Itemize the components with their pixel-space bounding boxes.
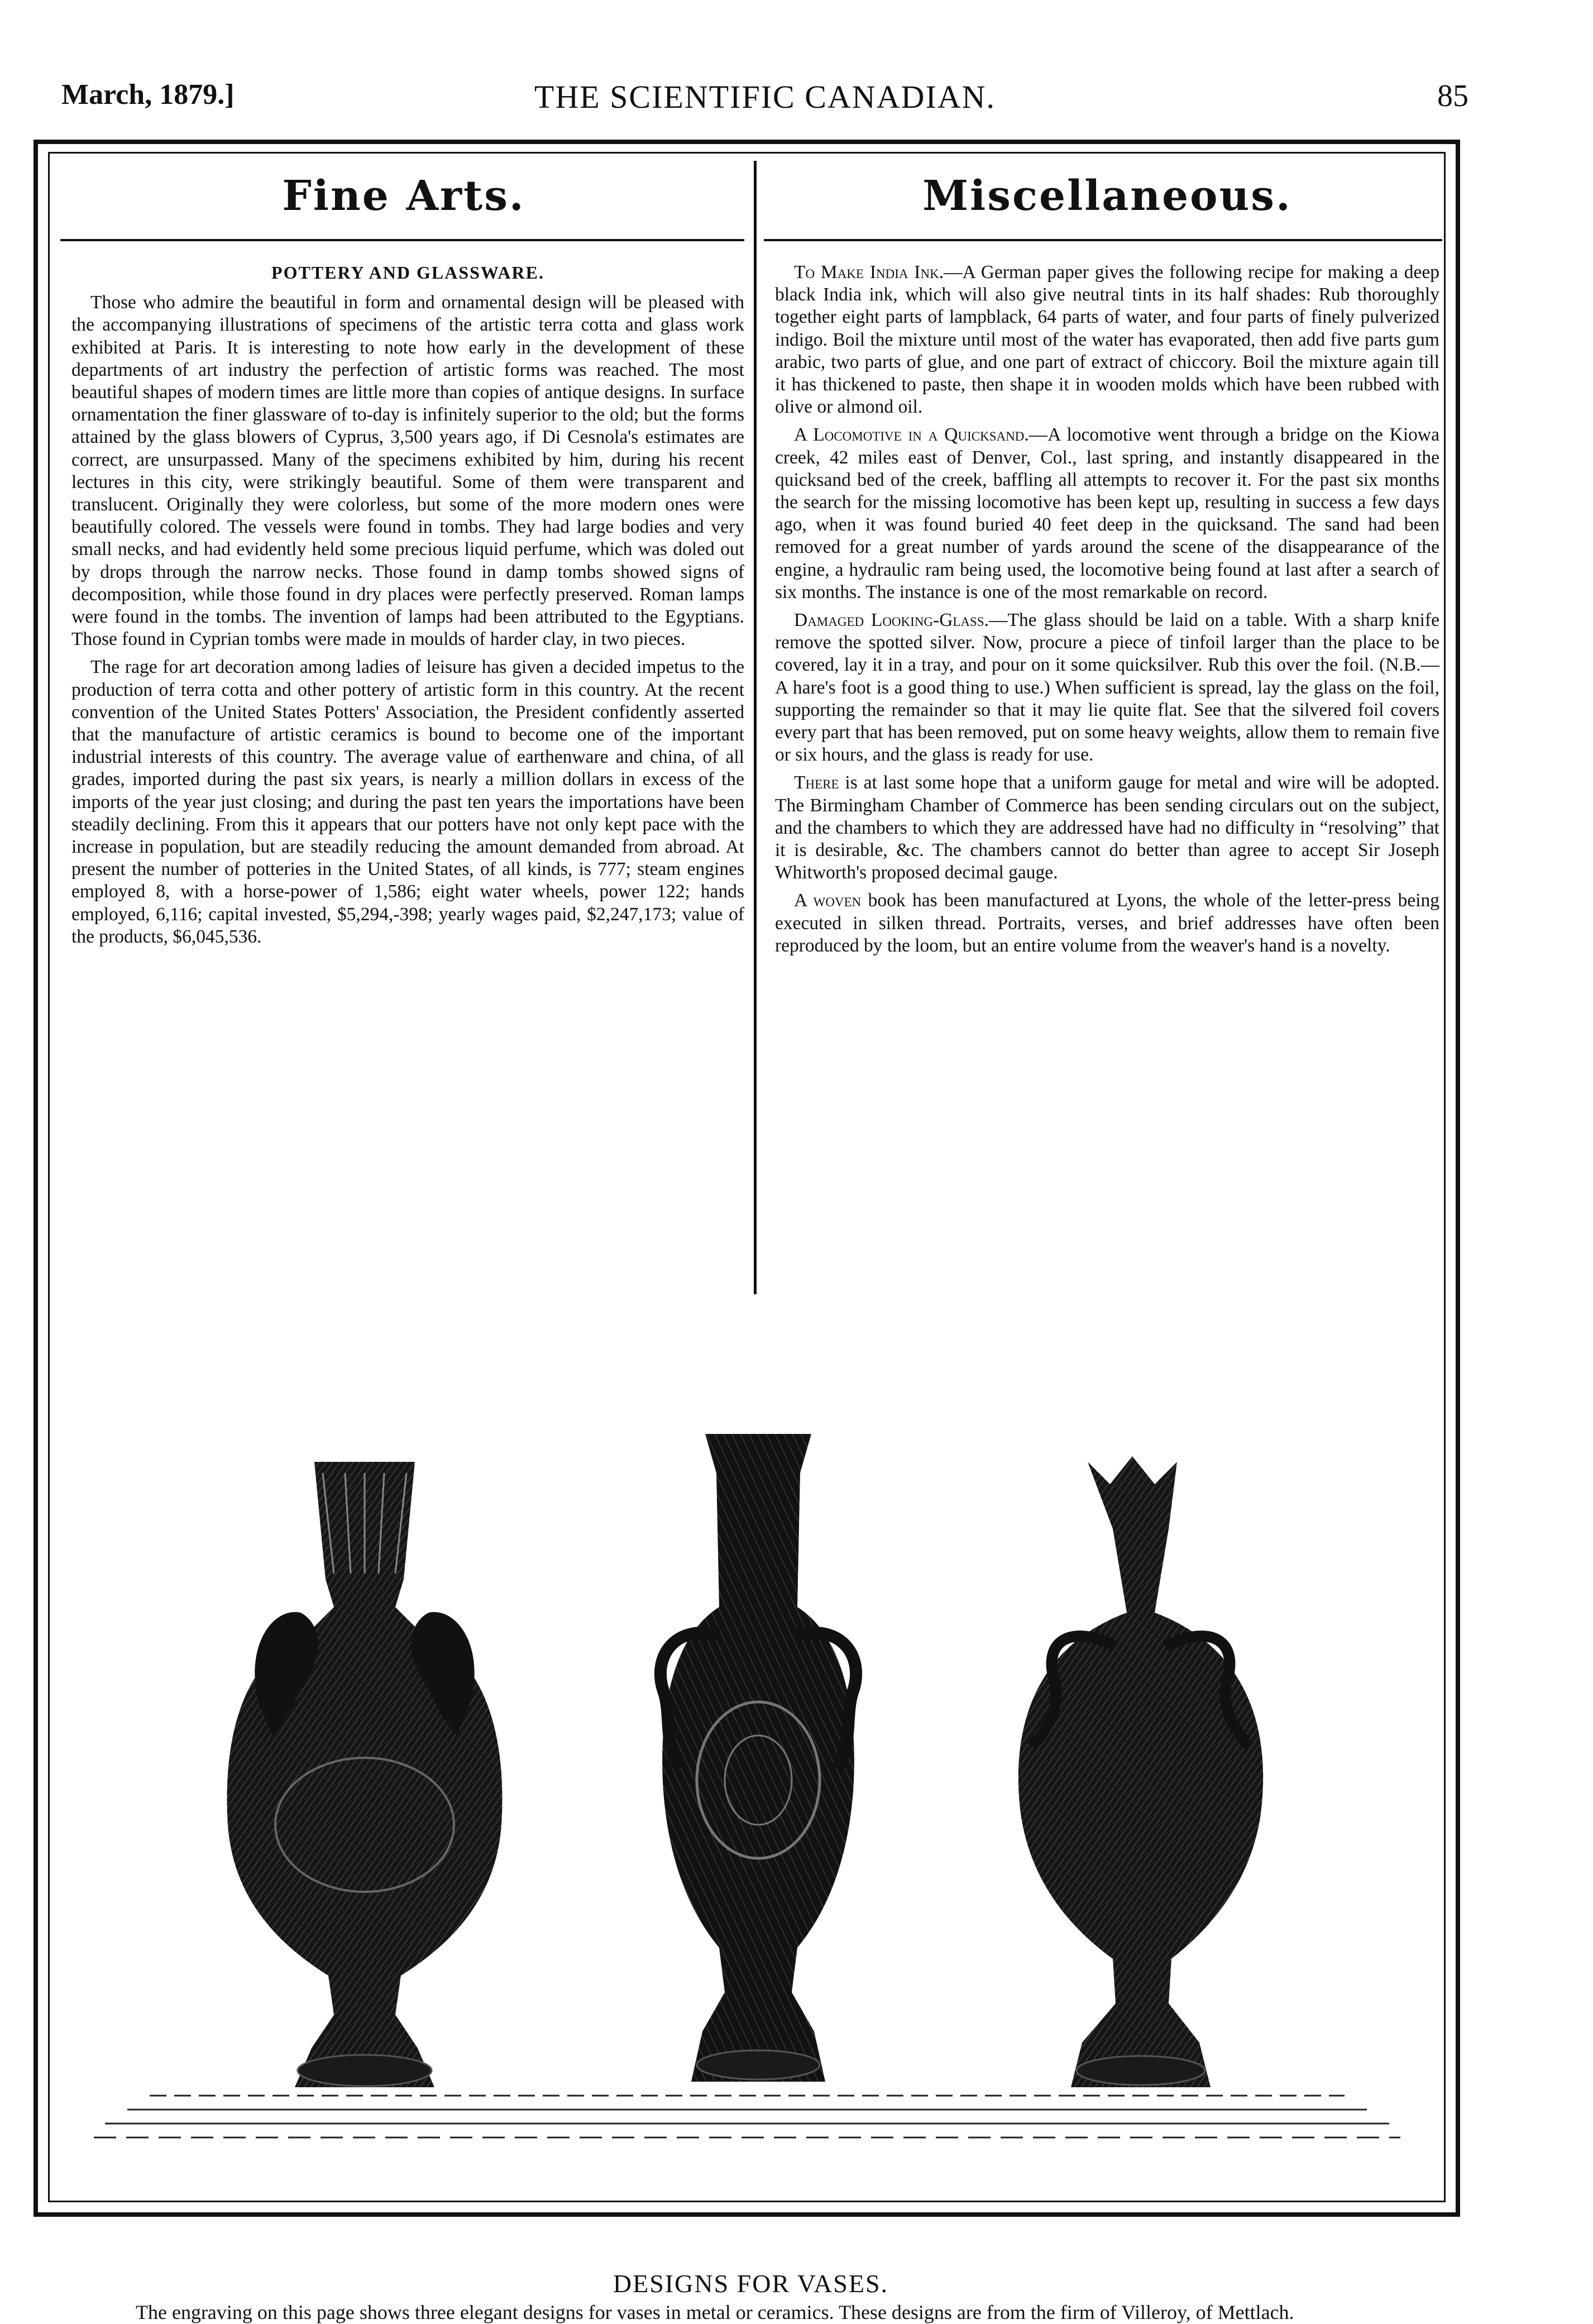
misc-item <box>775 890 1439 957</box>
figure-caption-title: DESIGNS FOR VASES. <box>613 2269 889 2298</box>
misc-item-lead: A woven <box>794 890 862 911</box>
misc-item <box>775 261 1439 418</box>
misc-item-lead: There <box>794 772 839 793</box>
misc-item-text: is at last some hope that a uniform gauge for metal and wire will be adopted. The Birmingham Chamber of Commerce has been sending circulars out on the subject, and the chambers to which they are addressed have had no difficulty in “resolving” that it is desirable, &c. The chambers cannot do better than agree to accept Sir Joseph Whitworth's proposed decimal gauge. <box>775 772 1439 883</box>
miscellaneous-column <box>775 261 1439 963</box>
column-divider <box>754 161 757 1294</box>
page-frame <box>34 140 1460 2323</box>
heading-rule-right <box>764 239 1442 241</box>
vase-left <box>227 1462 503 2087</box>
article-paragraph-2: The rage for art decoration among ladies of leisure has given a decided impetus to the production of terra cotta and other pottery of artistic form in this country. At the recent convention of the United States Potters' Association, the President confidently asserted that the manufacture of artistic ceramics is bound to become one of the important industrial interests of this country. The average value of earthenware and china, of all grades, imported during the past six years, is nearly a million dollars in excess of the imports of the year just closing; and during the past ten years the importations have been steadily declining. From this it appears that our potters have not only kept pace with the increase in population, but are steadily reducing the amount demanded from abroad. At present the number of potteries in the United States, of all kinds, is 777; steam engines employed 8, with a horse-power of 1,586; eight water wheels, power 122; hands employed, 6,116; capital invested, $5,294,-398; yearly wages paid, $2,247,173; value of the products, $6,045,536. <box>71 657 744 947</box>
figure-caption-text: The engraving on this page shows three elegant designs for vases in metal or ceramics. These designs are from the firm of Villeroy, of Mettlach. <box>136 2301 1294 2323</box>
vase-right <box>1018 1456 1263 2087</box>
floor-hatching <box>94 2096 1400 2137</box>
publication-title: THE SCIENTIFIC CANADIAN. <box>534 79 996 115</box>
vases-engraving <box>60 1345 1434 2160</box>
fine-arts-heading: Fine Arts. <box>282 172 525 220</box>
issue-date: March, 1879.] <box>61 79 235 111</box>
misc-item-text: —A German paper gives the following recipe for making a deep black India ink, which will also give neutral tints in its half shades: Rub thoroughly together eight parts of lampblack, 64 parts of water, and four parts of finely pulverized indigo. Boil the mixture until most of the water has evaporated, then add five parts gum arabic, two parts of glue, and one part of extract of chiccory. Boil the mixture again till it has thickened to paste, then shape it in wooden molds which have been rubbed with olive or almond oil. <box>775 262 1440 418</box>
misc-item <box>775 609 1439 766</box>
misc-item <box>775 424 1439 604</box>
vase-center <box>661 1434 856 2082</box>
article-paragraph-1: Those who admire the beautiful in form and ornamental design will be pleased with the accompanying illustrations of specimens of the artistic terra cotta and glass work exhibited at Paris. It is interesting to note how early in the development of these departments of art industry the perfection of artistic forms was reached. The most beautiful shapes of modern times are little more than copies of antique designs. In surface ornamentation the finer glassware of to-day is infinitely superior to the old; but the forms attained by the glass blowers of Cyprus, 3,500 years ago, if Di Cesnola's estimates are correct, are unsurpassed. Many of the specimens exhibited by him, during his recent lectures in this city, were strikingly beautiful. Some of them were transparent and translucent. Originally they were colorless, but some of the more modern ones were beautifully colored. The vessels were found in tombs. They had large bodies and very small necks, and had evidently held some precious liquid perfume, which was doled out by drops through the narrow necks. Those found in damp tombs showed signs of decomposition, while those found in dry places were perfectly preserved. Roman lamps were found in the tombs. The invention of lamps had been attributed to the Egyptians. Those found in Cyprian tombs were made in moulds of harder clay, in two pieces. <box>71 292 744 650</box>
misc-item-lead: A Locomotive in a Quicksand. <box>794 424 1029 446</box>
misc-item-text: book has been manufactured at Lyons, the whole of the letter-press being executed in silken thread. Portraits, verses, and brief addresses have often been reproduced by the loom, but an entire volume from the weaver's hand is a novelty. <box>775 890 1440 956</box>
misc-item-lead: To Make India Ink. <box>794 262 944 283</box>
article-title: POTTERY AND GLASSWARE. <box>271 262 544 283</box>
misc-item <box>775 772 1439 884</box>
heading-rule-left <box>60 239 744 241</box>
fine-arts-column <box>71 261 744 954</box>
misc-item-lead: Damaged Looking-Glass. <box>794 610 989 631</box>
running-head <box>61 67 1468 134</box>
page-number: 85 <box>1437 79 1468 113</box>
misc-item-text: —A locomotive went through a bridge on the Kiowa creek, 42 miles east of Denver, Col., last spring, and instantly disappeared in the quicksand bed of the creek, baffling all attempts to recover it. For the past six months the search for the missing locomotive has been kept up, resulting in success a few days ago, when it was found buried 40 feet deep in the quicksand. The sand had been removed for a great number of yards around the scene of the disappearance of the engine, a hydraulic ram being used, the locomotive being found at last after a search of six months. The instance is one of the most remarkable on record. <box>775 424 1439 602</box>
miscellaneous-heading: Miscellaneous. <box>922 172 1292 220</box>
misc-item-text: —The glass should be laid on a table. With a sharp knife remove the spotted silver. Now, procure a piece of tinfoil larger than the place to be covered, lay it in a tray, and pour on it some quicksilver. Rub this over the foil. (N.B.—A hare's foot is a good thing to use.) When sufficient is spread, lay the glass on the foil, supporting the remainder so that it may lie quite flat. See that the silvered foil covers every part that has been removed, put on some heavy weights, allow them to remain five or six hours, and the glass is ready for use. <box>775 610 1439 766</box>
